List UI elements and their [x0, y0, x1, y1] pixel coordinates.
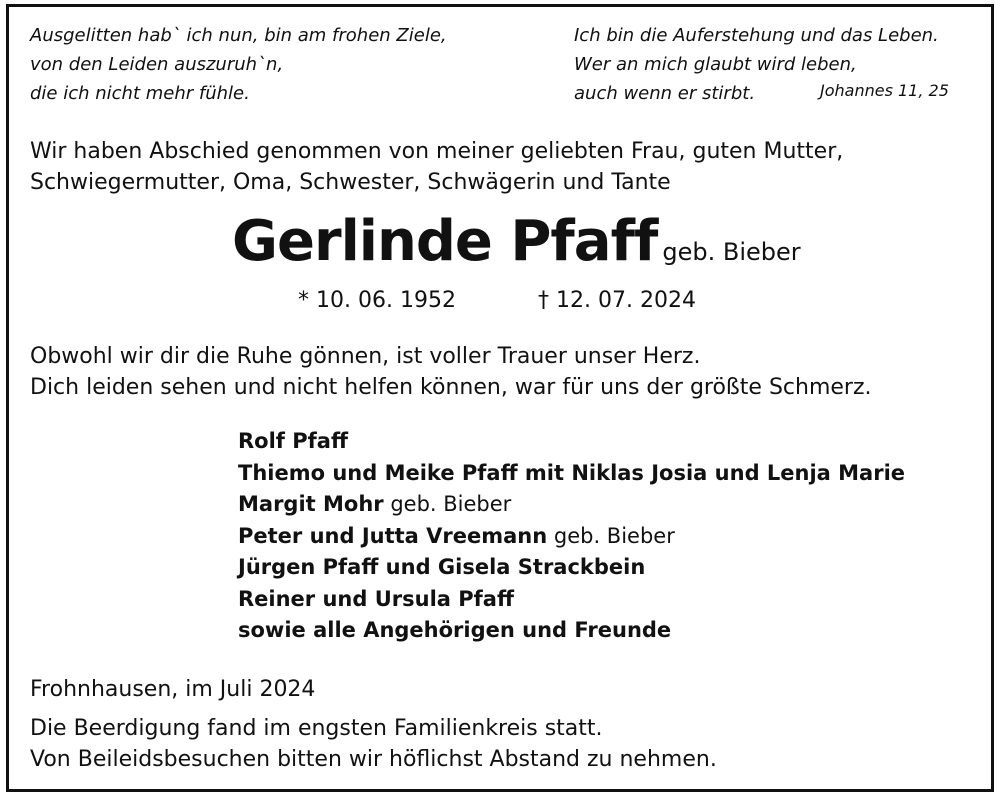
- intro-line: Wir haben Abschied genommen von meiner geliebten Frau, guten Mutter,: [30, 139, 844, 164]
- mourner-name: Jürgen Pfaff und Gisela Strackbein: [238, 555, 646, 579]
- mourner-row: [238, 426, 905, 458]
- verse-reference: Johannes 11, 25: [820, 81, 949, 100]
- verse-left: [30, 21, 447, 108]
- closing-line: Von Beileidsbesuchen bitten wir höflichst Abstand zu nehmen.: [30, 747, 717, 772]
- mourner-row: [238, 615, 905, 647]
- deceased-maiden-name: geb. Bieber: [662, 238, 801, 266]
- verse-left-line: die ich nicht mehr fühle.: [30, 83, 250, 104]
- mourner-name: sowie alle Angehörigen und Freunde: [238, 618, 672, 642]
- mourner-row: [238, 521, 905, 553]
- mourner-suffix: geb. Bieber: [547, 523, 675, 548]
- mourner-name: Peter und Jutta Vreemann: [238, 523, 548, 548]
- verse-right-line: Wer an mich glaubt wird leben,: [574, 54, 857, 75]
- mourners-list: [238, 426, 905, 647]
- poem: [30, 341, 872, 403]
- birth-date: * 10. 06. 1952: [298, 288, 456, 313]
- mourner-row: [238, 489, 905, 521]
- mourner-name: Thiemo und Meike Pfaff mit Niklas Josia und Lenja Marie: [238, 460, 906, 485]
- mourner-row: [238, 584, 905, 616]
- place-date: Frohnhausen, im Juli 2024: [30, 677, 316, 702]
- intro-line: Schwiegermutter, Oma, Schwester, Schwägerin und Tante: [30, 170, 671, 195]
- deceased-heading: [232, 209, 801, 274]
- mourner-suffix: geb. Bieber: [383, 492, 512, 516]
- mourner-row: [238, 552, 905, 584]
- closing-line: Die Beerdigung fand im engsten Familienkreis statt.: [30, 716, 603, 741]
- mourner-row: [238, 458, 905, 490]
- intro-text: [30, 136, 843, 198]
- death-date: † 12. 07. 2024: [538, 288, 696, 313]
- verse-right-line: Ich bin die Auferstehung und das Leben.: [574, 25, 939, 46]
- verse-right-line: auch wenn er stirbt.: [574, 83, 756, 104]
- poem-line: Dich leiden sehen und nicht helfen können, war für uns der größte Schmerz.: [30, 375, 872, 400]
- mourner-name: Rolf Pfaff: [238, 429, 348, 453]
- poem-line: Obwohl wir dir die Ruhe gönnen, ist voller Trauer unser Herz.: [30, 344, 701, 369]
- mourner-name: Margit Mohr: [238, 492, 384, 516]
- closing-text: [30, 713, 717, 775]
- verse-left-line: Ausgelitten hab` ich nun, bin am frohen Ziele,: [30, 25, 447, 46]
- verse-left-line: von den Leiden auszuruh`n,: [30, 54, 284, 75]
- deceased-name: Gerlinde Pfaff: [232, 209, 658, 274]
- mourner-name: Reiner und Ursula Pfaff: [238, 586, 514, 611]
